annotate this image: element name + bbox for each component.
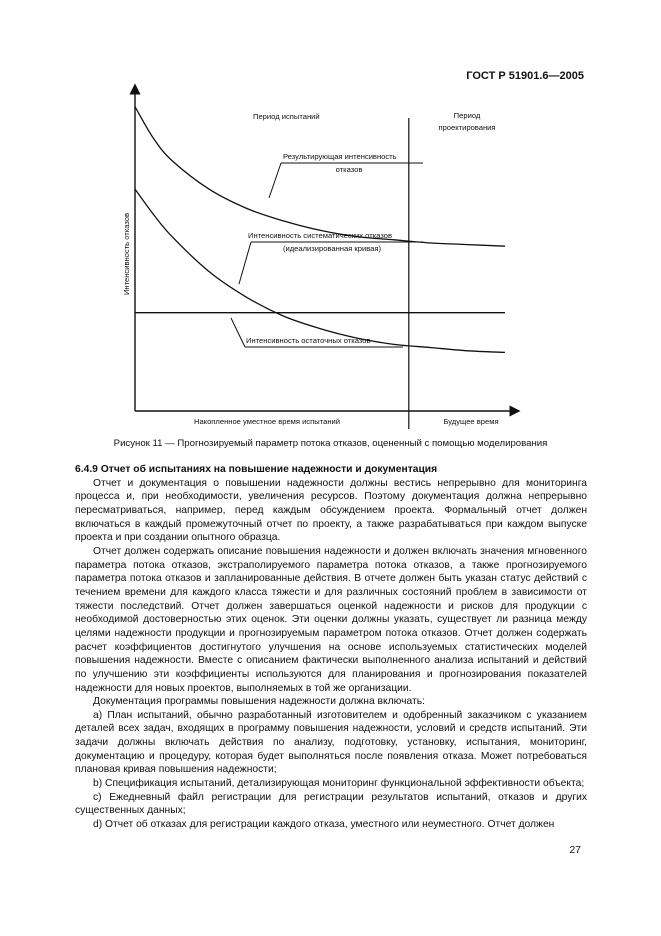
page-number: 27 <box>569 844 581 856</box>
failure-intensity-figure <box>105 84 525 432</box>
period-design-label-2: проектирования <box>438 123 496 132</box>
list-item-c: с) Ежедневный файл регистрации для регистрации результатов испытаний, отказов и других существенных данных; <box>75 791 587 817</box>
x-axis-label: Накопленное уместное время испытаний <box>193 417 341 426</box>
systematic-label-leader <box>239 242 251 284</box>
residual-label-leader <box>231 318 245 347</box>
result-curve-label-1: Результирующая интенсивность <box>283 152 397 161</box>
document-body <box>75 463 587 832</box>
period-design-label-1: Период <box>453 111 481 120</box>
systematic-curve-label-1: Интенсивность систематических отказов <box>248 231 393 240</box>
x-axis-future-label: Будущее время <box>443 417 499 426</box>
result-label-leader <box>269 163 281 198</box>
systematic-curve-label-2: (идеализированная кривая) <box>282 244 382 253</box>
paragraph-2: Отчет должен содержать описание повышения надежности и должен включать значения мгновенного параметра потока отказов, экстраполируемого параметра потока отказов, а также прогнозируемого параметра потока отказов и запланированные действия. В отчете должен быть указан статус действий с течением времени для каждого класса тяжести и для различных состояний проблем в зависимости от тяжести последствий. Отчет должен завершаться оценкой надежности и рисков для продукции с необходимой достоверностью этих оценок. Эти оценки должны указать, существует ли разница между целями надежности продукции и прогнозируемым параметром потока отказов. Отчет должен содержать расчет коэффициентов достигнутого улучшения на основе используемых статистических моделей повышения надежности. Вместе с описанием фактически выполненного анализа испытаний и действий по улучшению эти коэффициенты используются для планирования и прогнозирования показателей надежности для новых проектов, выполняемых в той же организации. <box>75 545 587 694</box>
list-item-b: b) Спецификация испытаний, детализирующая мониторинг функциональной эффективности объекта; <box>93 778 585 790</box>
paragraph-3: Документация программы повышения надежности должна включать: <box>93 696 425 708</box>
section-title: 6.4.9 Отчет об испытаниях на повышение надежности и документация <box>75 464 438 475</box>
paragraph-1: Отчет и документация о повышении надежности должны вестись непрерывно для мониторинга процесса и, при необходимости, увеличения ресурсов. Поэтому документация должна непрерывно пересматриваться, например, перед каждым обсуждением проекта. Формальный отчет должен включаться в каждый промежуточный отчет по проекту, а также разрабатываться при каждом выпуске проекта и при создании опытного образца. <box>75 477 587 544</box>
standard-header: ГОСТ Р 51901.6—2005 <box>466 70 584 82</box>
systematic-intensity-curve <box>135 189 505 352</box>
list-item-a: а) План испытаний, обычно разработанный изготовителем и одобренный заказчиком с указанием деталей всех задач, входящих в программу повышения надежности, условий и средств испытаний. Эти задачи должны включать действия по анализу, подготовку, установку, испытания, мониторинг, документацию и процедуру, которая будет выполняться после появления отказа. Может потребоваться плановая кривая повышения надежности; <box>75 709 587 776</box>
figure-caption: Рисунок 11 — Прогнозируемый параметр потока отказов, оцененный с помощью моделирования <box>113 438 548 449</box>
period-test-label: Период испытаний <box>253 112 320 121</box>
y-axis-label: Интенсивность отказов <box>122 212 131 296</box>
list-item-d: d) Отчет об отказах для регистрации каждого отказа, уместного или неуместного. Отчет должен <box>93 819 555 831</box>
residual-curve-label: Интенсивность остаточных отказов <box>246 336 371 345</box>
result-curve-label-2: отказов <box>335 165 363 174</box>
chart-svg <box>105 84 525 432</box>
